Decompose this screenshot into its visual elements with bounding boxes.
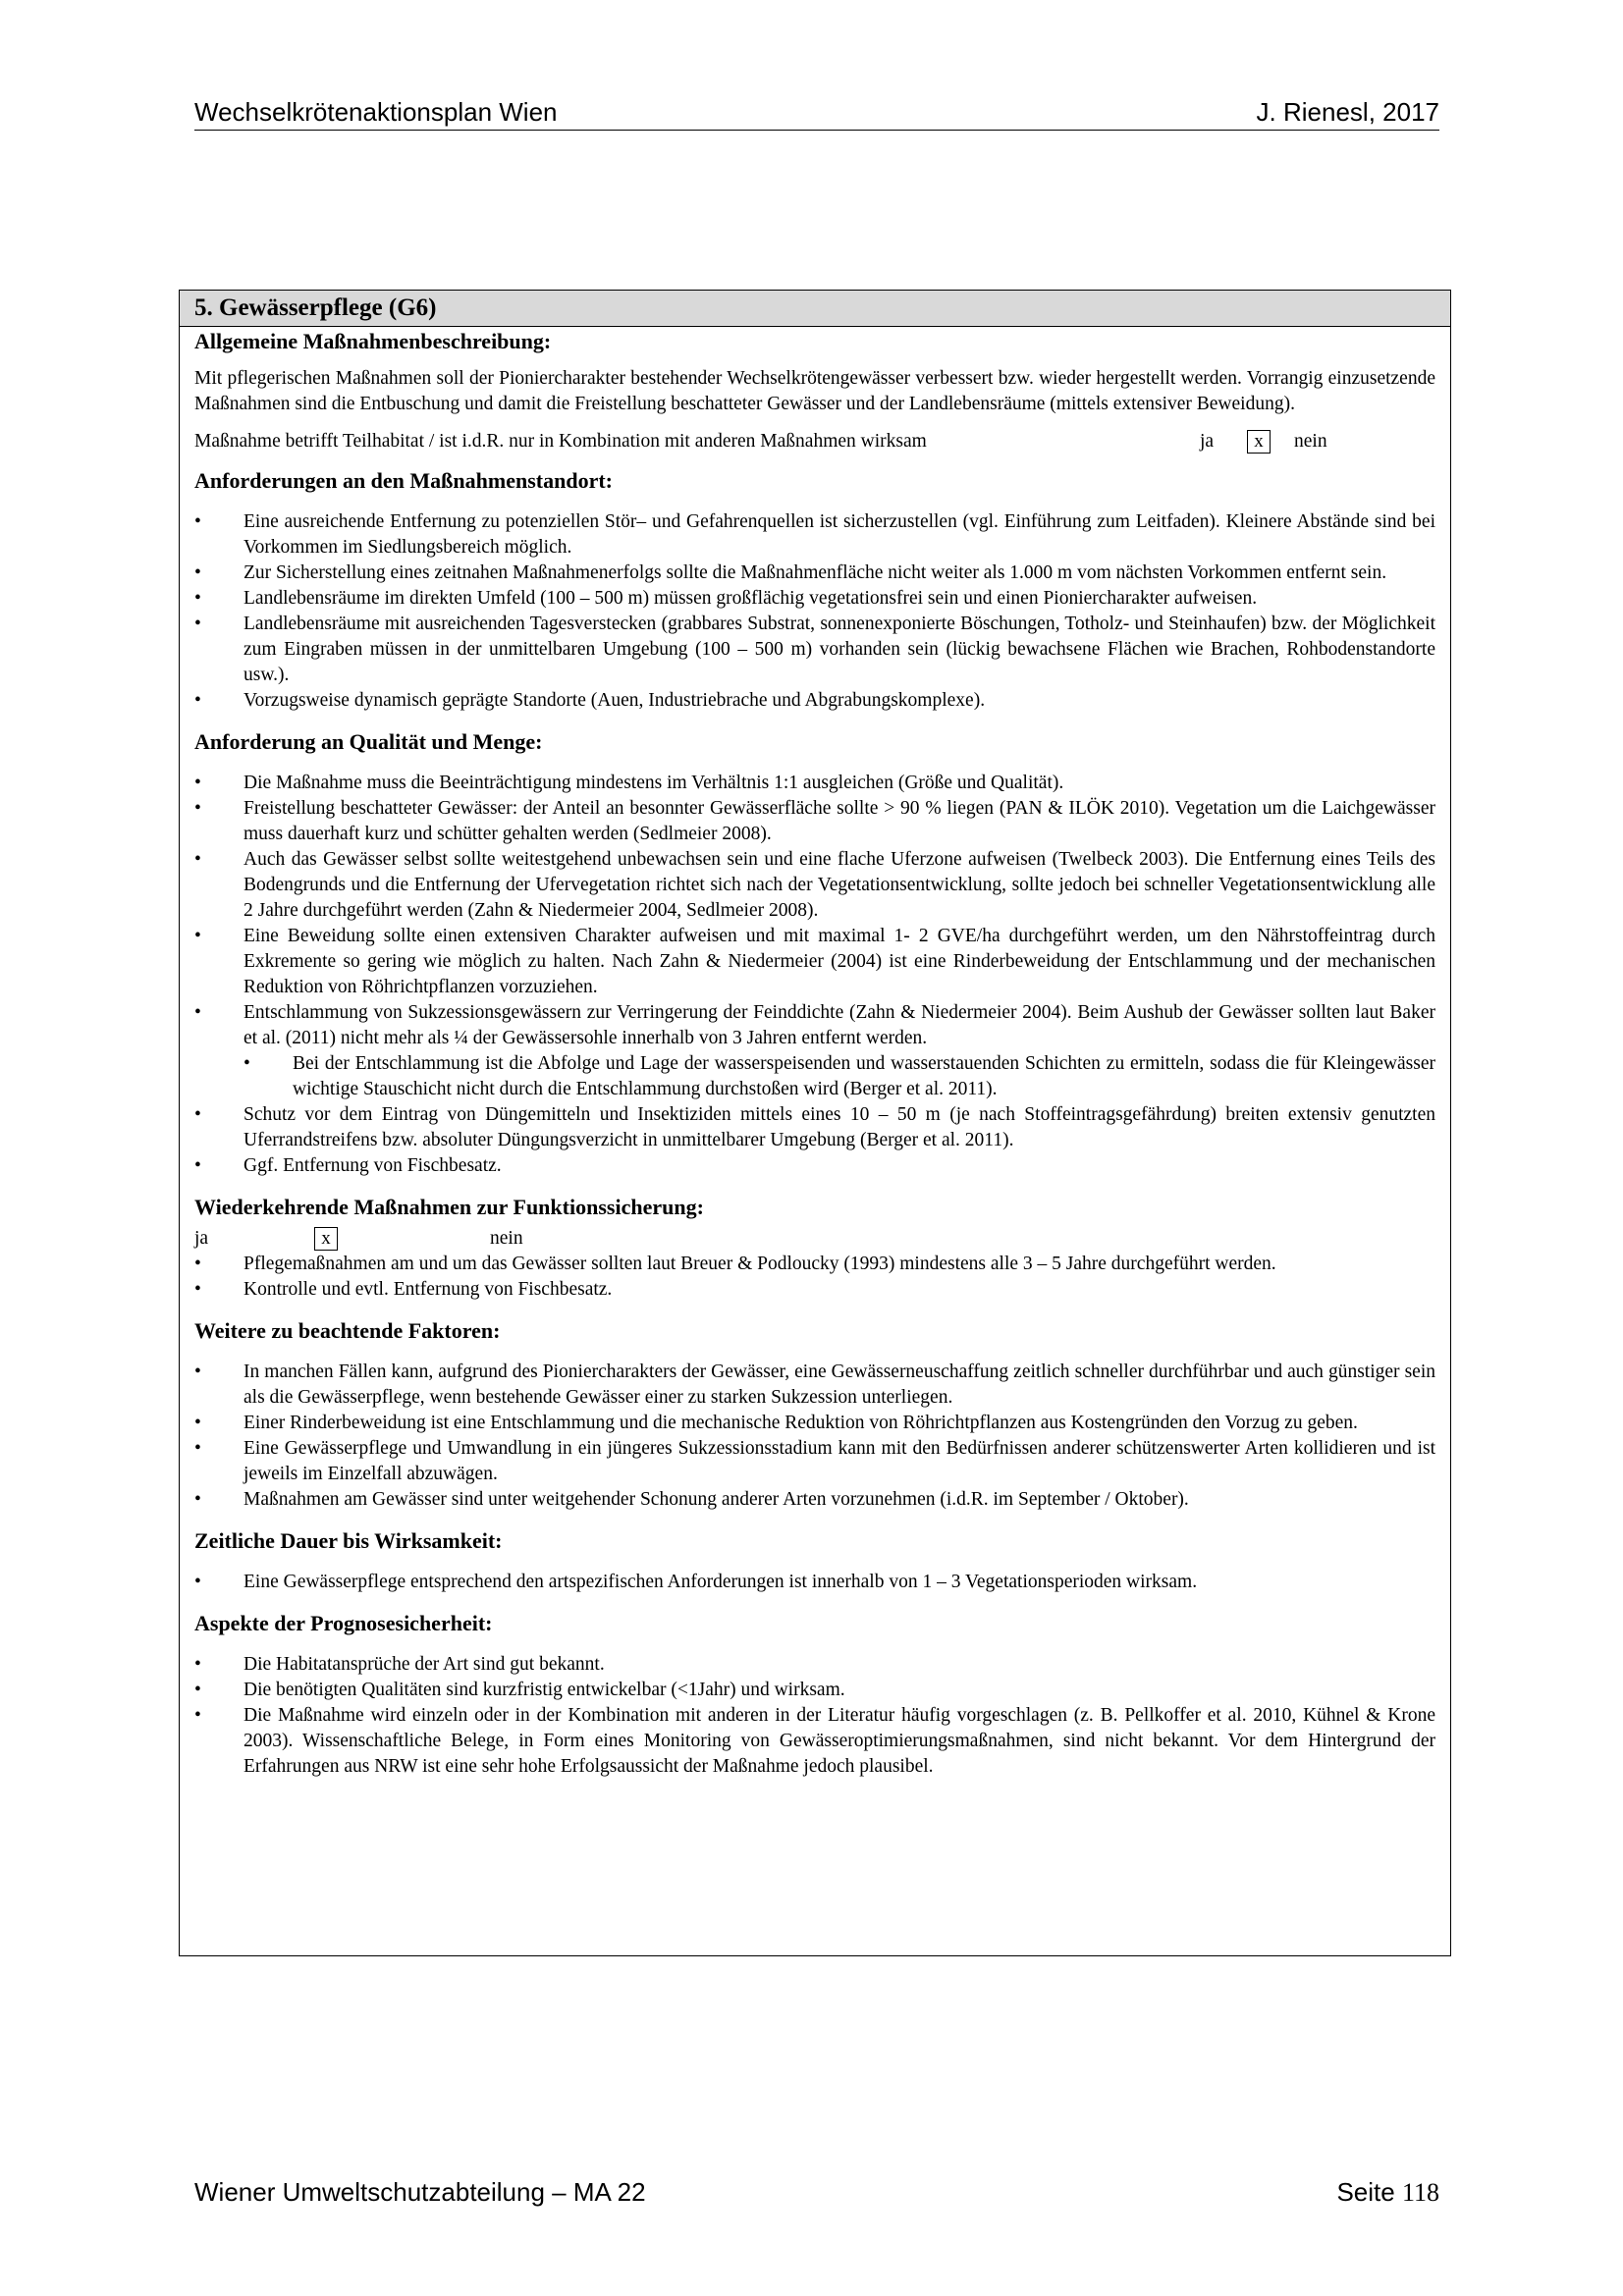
section-heading-beschreibung: Allgemeine Maßnahmenbeschreibung: [194,329,552,353]
section-heading-standort: Anforderungen an den Maßnahmenstandort: [194,468,613,493]
list-item: • Eine Gewässerpflege entsprechend den artspezifischen Anforderungen ist innerhalb von 1 – 3 Vegetationsperioden wirksam. [194,1570,1435,1595]
list-item: • Entschlammung von Sukzessionsgewässern zur Verringerung der Feinddichte (Zahn & Niedermeier 2004). Beim Aushub der Gewässer sollten laut Baker et al. (2011) nicht mehr als ¼ der Gewässersohle innerhalb von 3 Jahren entfernt werden. [194,1000,1435,1051]
footer-page [1336,2177,1439,2208]
list-item: • Eine Gewässerpflege und Umwandlung in ein jüngeres Sukzessionsstadium kann mit den Bedürfnissen anderer schützenswerter Arten kollidieren und ist jeweils im Einzelfall abzuwägen. [194,1436,1435,1487]
list-item: • Schutz vor dem Eintrag von Düngemitteln und Insektiziden mittels eines 10 – 50 m (je nach Stoffeintragsgefährdung) breiten extensiv genutzten Uferrandstreifens bzw. absoluter Düngungsverzicht in unmittelbarer Umgebung (Berger et al. 2011). [194,1102,1435,1153]
nein-label: nein [490,1228,523,1249]
list-item: • Landlebensräume im direkten Umfeld (100 – 500 m) müssen großflächig vegetationsfrei sein und einen Pioniercharakter aufweisen. [194,586,1435,612]
faktoren-list [194,1360,1435,1513]
list-item: • Zur Sicherstellung eines zeitnahen Maßnahmenerfolgs sollte die Maßnahmenfläche nicht weiter als 1.000 m vom nächsten Vorkommen entfernt sein. [194,561,1435,586]
measure-title: 5. Gewässerpflege (G6) [180,291,1450,327]
ja-label: ja [194,1228,209,1249]
prognose-list [194,1652,1435,1780]
section-heading-qualitaet: Anforderung an Qualität und Menge: [194,729,543,754]
page-label: Seite [1336,2177,1395,2207]
ja-label: ja [1200,431,1215,452]
dauer-list [194,1570,1435,1595]
list-item: • Auch das Gewässer selbst sollte weitestgehend unbewachsen sein und eine flache Uferzone aufweisen (Twelbeck 2003). Die Entfernung eines Teils des Bodengrunds und die Entfernung der Ufervegetation richtet sich nach der Vegetationsentwicklung, sollte jedoch bei schneller Vegetationsentwicklung alle 2 Jahre durchgeführt werden (Zahn & Niedermeier 2004, Sedlmeier 2008). [194,847,1435,924]
section-heading-dauer: Zeitliche Dauer bis Wirksamkeit: [194,1528,503,1553]
beschreibung-text: Mit pflegerischen Maßnahmen soll der Pioniercharakter bestehender Wechselkrötengewässer verbessert bzw. wieder hergestellt werden. Vorrangig einzusetzende Maßnahmen sind die Entbuschung und damit die Freistellung beschatteter Gewässer und der Landlebensräume (mittels extensiver Beweidung). [194,368,1435,414]
checkbox-x: x [1247,430,1271,454]
list-item: • Die Maßnahme wird einzeln oder in der Kombination mit anderen in der Literatur häufig vorgeschlagen (z. B. Pellkoffer et al. 2010, Kühnel & Krone 2003). Wissenschaftliche Belege, in Form eines Monitoring von Gewässeroptimierungsmaßnahmen, sind nicht bekannt. Vor dem Hintergrund der Erfahrungen aus NRW ist eine sehr hohe Erfolgsaussicht der Maßnahme jedoch plausibel. [194,1703,1435,1780]
qualitaet-list [194,771,1435,1051]
list-item: • Maßnahmen am Gewässer sind unter weitgehender Schonung anderer Arten vorzunehmen (i.d.R. im September / Oktober). [194,1487,1435,1513]
standort-list [194,509,1435,714]
list-item: • In manchen Fällen kann, aufgrund des Pioniercharakters der Gewässer, eine Gewässerneuschaffung zeitlich schneller durchführbar und auch günstiger sein als die Gewässerpflege, wenn bestehende Gewässer einer zu starken Sukzession unterliegen. [194,1360,1435,1411]
qualitaet-sublist [194,1051,1435,1102]
list-item: • Die benötigten Qualitäten sind kurzfristig entwickelbar (<1Jahr) und wirksam. [194,1678,1435,1703]
list-item: • Eine ausreichende Entfernung zu potenziellen Stör– und Gefahrenquellen ist sicherzustellen (vgl. Einführung zum Leitfaden). Kleinere Abstände sind bei Vorkommen im Siedlungsbereich möglich. [194,509,1435,561]
measure-box [179,290,1451,1956]
footer-org: Wiener Umweltschutzabteilung – MA 22 [194,2177,646,2207]
list-item: • Freistellung beschatteter Gewässer: der Anteil an besonnter Gewässerfläche sollte > 90 % liegen (PAN & ILÖK 2010). Vegetation um die Laichgewässer muss dauerhaft kurz und schütter gehalten werden (Sedlmeier 2008). [194,796,1435,847]
section-heading-prognose: Aspekte der Prognosesicherheit: [194,1611,493,1635]
page-number: 118 [1401,2178,1439,2207]
list-item: • Landlebensräume mit ausreichenden Tagesverstecken (grabbares Substrat, sonnenexponierte Böschungen, Totholz- und Steinhaufen) bzw. der Möglichkeit zum Eingraben müssen in der unmittelbaren Umgebung (100 – 500 m) vorhanden sein (lückig bewachsene Flächen wie Brachen, Rohbodenstandorte usw.). [194,612,1435,688]
measure-content [180,327,1450,1780]
list-item: • Ggf. Entfernung von Fischbesatz. [194,1153,1435,1179]
header-author: J. Rienesl, 2017 [1256,97,1439,127]
list-item: • Die Habitatansprüche der Art sind gut bekannt. [194,1652,1435,1678]
section-heading-funktionssicherung: Wiederkehrende Maßnahmen zur Funktionssicherung: [194,1195,704,1219]
page-header [194,96,1439,131]
section-heading-faktoren: Weitere zu beachtende Faktoren: [194,1318,501,1343]
list-item: • Kontrolle und evtl. Entfernung von Fischbesatz. [194,1277,1435,1303]
list-item: • Vorzugsweise dynamisch geprägte Standorte (Auen, Industriebrache und Abgrabungskomplexe). [194,688,1435,714]
nein-label: nein [1294,431,1327,452]
funktionssicherung-check-row [194,1226,1435,1252]
checkbox-x: x [314,1227,338,1251]
list-item: • Die Maßnahme muss die Beeinträchtigung mindestens im Verhältnis 1:1 ausgleichen (Größe und Qualität). [194,771,1435,796]
teilhabitat-check-row [194,429,1435,456]
list-item: • Einer Rinderbeweidung ist eine Entschlammung und die mechanische Reduktion von Röhrichtpflanzen aus Kostengründen den Vorzug zu geben. [194,1411,1435,1436]
teilhabitat-check-text: Maßnahme betrifft Teilhabitat / ist i.d.R. nur in Kombination mit anderen Maßnahmen wirksam [194,431,927,452]
header-title: Wechselkrötenaktionsplan Wien [194,97,558,127]
list-item: • Bei der Entschlammung ist die Abfolge und Lage der wasserspeisenden und wasserstauenden Schichten zu ermitteln, sodass die für Kleingewässer wichtige Stauschicht nicht durch die Entschlammung durchstoßen wird (Berger et al. 2011). [243,1051,1435,1102]
funktionssicherung-list [194,1252,1435,1303]
list-item: • Pflegemaßnahmen am und um das Gewässer sollten laut Breuer & Podloucky (1993) mindestens alle 3 – 5 Jahre durchgeführt werden. [194,1252,1435,1277]
list-item: • Eine Beweidung sollte einen extensiven Charakter aufweisen und mit maximal 1- 2 GVE/ha durchgeführt werden, um den Nährstoffeintrag durch Exkremente so gering wie möglich zu halten. Nach Zahn & Niedermeier (2004) ist eine Rinderbeweidung der Entschlammung und der mechanischen Reduktion von Röhrichtpflanzen vorzuziehen. [194,924,1435,1000]
qualitaet-list-cont [194,1102,1435,1179]
